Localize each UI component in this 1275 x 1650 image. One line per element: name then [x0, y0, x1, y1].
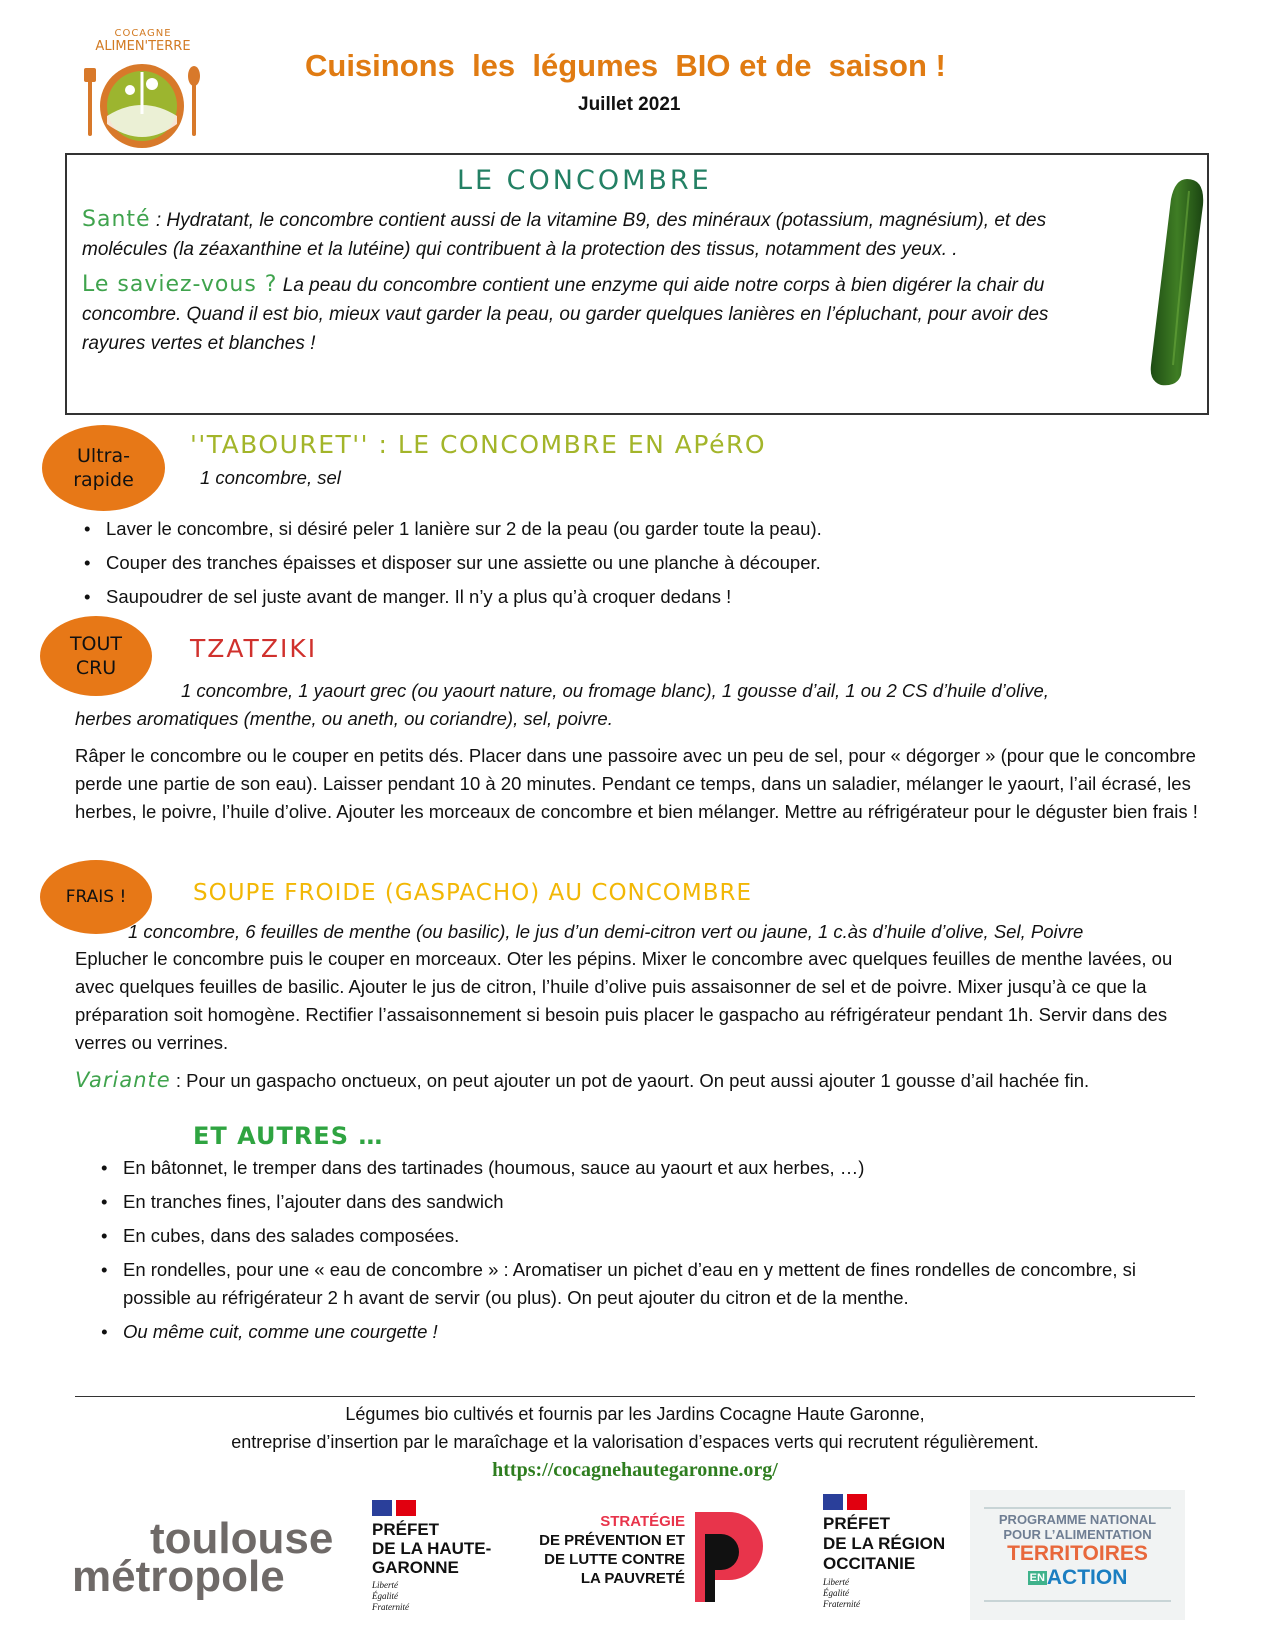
step-item: • Couper des tranches épaisses et disposer sur une assiette ou une planche à découper. [78, 546, 1178, 580]
pna-line: PROGRAMME NATIONAL [998, 1512, 1157, 1527]
sante-text: Hydratant, le concombre contient aussi de la vitamine B9, des minéraux (potassium, magnésium), et des molécules (la zéaxanthine et la lutéine) qui contribuent à la protection des tissus, notamment des yeux. . [82, 210, 1047, 260]
motto-line: Égalité [823, 1588, 849, 1598]
logo-line2: ALIMEN'TERRE [95, 39, 191, 54]
cucumber-image [1147, 175, 1207, 390]
toulouse-line1: toulouse [150, 1514, 334, 1563]
recipe-title-tabouret: ''TABOURET'' : LE CONCOMBRE EN APéRO [190, 430, 766, 459]
badge-line: Ultra- [77, 445, 130, 467]
step-item: • Saupoudrer de sel juste avant de manger. Il n’y a plus qu’à croquer dedans ! [78, 580, 1178, 614]
prefet-haute-garonne-logo [372, 1500, 491, 1613]
recipe-steps [78, 512, 1178, 614]
recipe-ingredients [75, 677, 1215, 733]
motto-line: Fraternité [823, 1599, 860, 1609]
intro-box [65, 153, 1209, 415]
prefet-line: DE LA RÉGION [823, 1534, 946, 1553]
variante-label: Variante [75, 1068, 171, 1092]
plate-logo-icon [82, 54, 204, 150]
badge-ultra-rapide [42, 425, 165, 511]
pna-line: ACTION [1046, 1566, 1128, 1589]
strategie-line: STRATÉGIE [600, 1513, 685, 1530]
footer-line1: Légumes bio cultivés et fournis par les Jardins Cocagne Haute Garonne, [345, 1404, 925, 1424]
marianne-flag-icon [372, 1500, 416, 1516]
toulouse-line2: métropole [72, 1552, 285, 1601]
prefet-line: GARONNE [372, 1558, 459, 1577]
marianne-flag-icon [823, 1494, 867, 1510]
footer-divider [75, 1396, 1195, 1397]
badge-line: rapide [73, 469, 134, 491]
motto-line: Fraternité [372, 1602, 409, 1612]
badge-line: TOUT [69, 633, 123, 655]
p-mark-icon [695, 1512, 763, 1602]
prefet-occitanie-logo [823, 1494, 945, 1610]
page-date: Juillet 2021 [578, 94, 681, 115]
footer-link[interactable]: https://cocagnehautegaronne.org/ [492, 1459, 778, 1481]
recipe-ingredients: 1 concombre, 6 feuilles de menthe (ou basilic), le jus d’un demi-citron vert ou jaune, 1 c.às d’huile d’olive, Sel, Poivre [128, 921, 1084, 942]
prefet-line: DE LA HAUTE- [372, 1539, 492, 1558]
ingredients-line: 1 concombre, 1 yaourt grec (ou yaourt nature, ou fromage blanc), 1 gousse d’ail, 1 ou 2 CS d’huile d’olive, [181, 680, 1049, 701]
toulouse-metropole-logo [72, 1514, 334, 1601]
ingredients-line: herbes aromatiques (menthe, ou aneth, ou coriandre), sel, poivre. [75, 708, 613, 729]
recipe-variante [75, 1066, 1235, 1095]
saviez-text: La peau du concombre contient une enzyme qui aide notre corps à bien digérer la chair du concombre. Quand il est bio, mieux vaut garder la peau, ou garder quelques lanières en l’épluchant, pour avoir des rayures vertes et blanches ! [82, 275, 1049, 354]
sante-label: Santé [82, 207, 151, 232]
variante-text: : Pour un gaspacho onctueux, on peut ajouter un pot de yaourt. On peut aussi ajouter 1 gousse d’ail hachée fin. [170, 1070, 1090, 1091]
recipe-title-tzatziki: TZATZIKI [190, 634, 318, 663]
strategie-line: LA PAUVRETÉ [580, 1570, 685, 1587]
footer-text [75, 1400, 1195, 1484]
logo-line1: COCAGNE [114, 28, 172, 39]
cocagne-logo [82, 28, 204, 156]
pna-line: TERRITOIRES [1007, 1542, 1148, 1565]
sante-sep: : [150, 210, 167, 231]
motto-line: Égalité [372, 1591, 398, 1601]
strategie-pauvrete-logo [515, 1512, 765, 1602]
prefet-line: PRÉFET [823, 1514, 891, 1533]
pna-en-badge: EN [1029, 1572, 1045, 1585]
other-item: • En rondelles, pour une « eau de concombre » : Aromatiser un pichet d’eau en y mettent de fines rondelles de concombre, si possible au réfrigérateur 2 h avant de servir (ou plus). On peut ajouter du citron et de la menthe. [95, 1256, 1175, 1312]
saviez-label: Le saviez-vous ? [82, 272, 278, 297]
strategie-line: DE LUTTE CONTRE [544, 1551, 685, 1568]
other-item: • En cubes, dans des salades composées. [95, 1222, 1175, 1250]
others-list [95, 1154, 1175, 1346]
motto-line: Liberté [372, 1580, 398, 1590]
step-item: • Laver le concombre, si désiré peler 1 lanière sur 2 de la peau (ou garder toute la peau). [78, 512, 1178, 546]
other-item: • En bâtonnet, le tremper dans des tartinades (houmous, sauce au yaourt et aux herbes, …) [95, 1154, 1175, 1182]
other-item: • En tranches fines, l’ajouter dans des sandwich [95, 1188, 1175, 1216]
recipe-title-gaspacho: SOUPE FROIDE (GASPACHO) AU CONCOMBRE [193, 880, 753, 906]
recipe-method: Râper le concombre ou le couper en petits dés. Placer dans une passoire avec un peu de sel, pour « dégorger » (pour que le concombre perde une partie de son eau). Laisser pendant 10 à 20 minutes. Pendant ce temps, dans un saladier, mélanger le yaourt, l’ail écrasé, les herbes, le poivre, l’huile d’olive. Ajouter les morceaux de concombre et bien mélanger. Mettre au réfrigérateur pour le déguster bien frais ! [75, 745, 1198, 822]
footer-line2: entreprise d’insertion par le maraîchage et la valorisation d’espaces verts qui recrutent régulièrement. [231, 1432, 1039, 1452]
motto-line: Liberté [823, 1577, 849, 1587]
pna-territoires-logo [970, 1490, 1185, 1620]
badge-line: FRAIS ! [65, 887, 127, 907]
other-item: • Ou même cuit, comme une courgette ! [95, 1318, 1175, 1346]
recipe-method: Eplucher le concombre puis le couper en morceaux. Oter les pépins. Mixer le concombre avec quelques feuilles de menthe lavées, ou avec quelques feuilles de basilic. Ajouter le jus de citron, l’huile d’olive puis assaisonner de sel et de poivre. Mixer jusqu’à ce que la préparation soit homogène. Rectifier l’assaisonnement si besoin puis placer le gaspacho au réfrigérateur pendant 1h. Servir dans des verres ou verrines. [75, 948, 1173, 1053]
intro-heading: LE CONCOMBRE [457, 165, 712, 196]
page-title: Cuisinons les légumes BIO et de saison ! [305, 48, 946, 83]
recipe-ingredients: 1 concombre, sel [200, 467, 341, 488]
strategie-line: DE PRÉVENTION ET [539, 1532, 685, 1549]
intro-text [82, 205, 1082, 358]
prefet-line: PRÉFET [372, 1520, 440, 1539]
pna-line: POUR L’ALIMENTATION [1003, 1527, 1152, 1542]
others-title: ET AUTRES … [193, 1122, 384, 1150]
prefet-line: OCCITANIE [823, 1554, 916, 1573]
badge-line: CRU [75, 657, 117, 679]
